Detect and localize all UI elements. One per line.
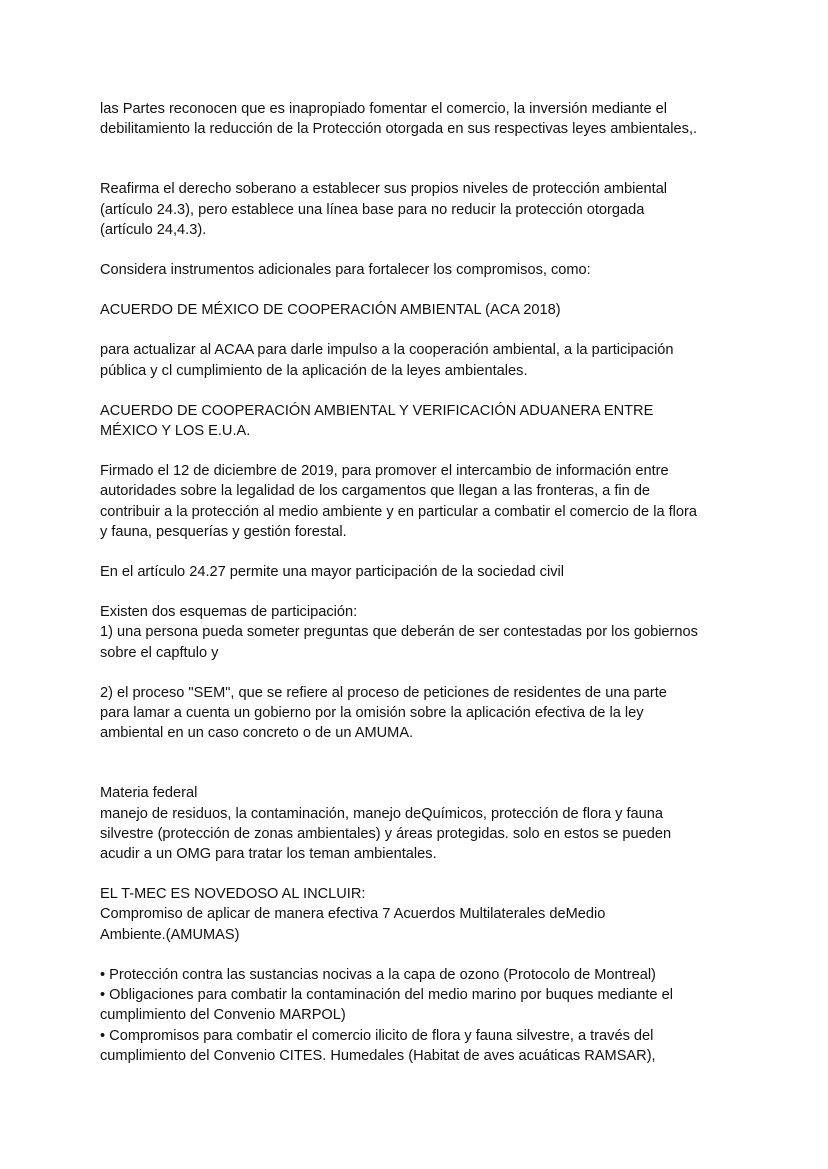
bullet-list: • Protección contra las sustancias nocivas a la capa de ozono (Protocolo de Montreal) • Obligaciones para combatir la contaminación del medio marino por buques mediante el cumplimiento del Convenio MARPOL) • Compromisos para combatir el comercio ilicito de flora y fauna silvestre, a través del cumplimiento del Convenio CITES. Humedales (Habitat de aves acuáticas RAMSAR),: [100, 966, 673, 1064]
paragraph-3: Considera instrumentos adicionales para fortalecer los compromisos, como:: [100, 262, 591, 279]
document-page: [100, 99, 740, 1066]
paragraph-7: Existen dos esquemas de participación: 1) una persona pueda someter preguntas que deberán de ser contestadas por los gobiernos sobre el capftulo y: [100, 604, 698, 661]
paragraph-4: para actualizar al ACAA para darle impulso a la cooperación ambiental, a la participación pública y cl cumplimiento de la aplicación de la leyes ambientales.: [100, 342, 674, 379]
paragraph-8: 2) el proceso "SEM", que se refiere al proceso de peticiones de residentes de una parte para lamar a cuenta un gobierno por la omisión sobre la aplicación efectiva de la ley ambiental en un caso concreto o de un AMUMA.: [100, 684, 667, 742]
paragraph-1: las Partes reconocen que es inapropiado fomentar el comercio, la inversión mediante el debilitamiento la reducción de la Protección otorgada en sus respectivas leyes ambientales,.: [100, 101, 698, 138]
paragraph-6: En el artículo 24.27 permite una mayor participación de la sociedad civil: [100, 564, 565, 581]
paragraph-5: Firmado el 12 de diciembre de 2019, para promover el intercambio de información entre autoridades sobre la legalidad de los cargamentos que llegan a las fronteras, a fin de contribuir a la protección al medio ambiente y en particular a combatir el comercio de la flora y fauna, pesquerías y gestión forestal.: [100, 463, 698, 540]
heading-aca-2018: ACUERDO DE MÉXICO DE COOPERACIÓN AMBIENTAL (ACA 2018): [100, 302, 561, 319]
heading-t-mec: EL T-MEC ES NOVEDOSO AL INCLUIR: Compromiso de aplicar de manera efectiva 7 Acuerdos Multilaterales deMedio Ambiente.(AMUMAS): [100, 886, 606, 943]
heading-acuerdo-aduanera: ACUERDO DE COOPERACIÓN AMBIENTAL Y VERIFICACIÓN ADUANERA ENTRE MÉXICO Y LOS E.U.A.: [100, 402, 654, 440]
paragraph-materia-federal: Materia federal manejo de residuos, la contaminación, manejo deQuímicos, protección de flora y fauna silvestre (protección de zonas ambientales) y áreas protegidas. solo en estos se pueden acudir a un OMG para tratar los teman ambientales.: [100, 785, 672, 863]
paragraph-2: Reafirma el derecho soberano a establecer sus propios niveles de protección ambiental (artículo 24.3), pero establece una línea base para no reducir la protección otorgada (artículo 24,4.3).: [100, 181, 668, 238]
